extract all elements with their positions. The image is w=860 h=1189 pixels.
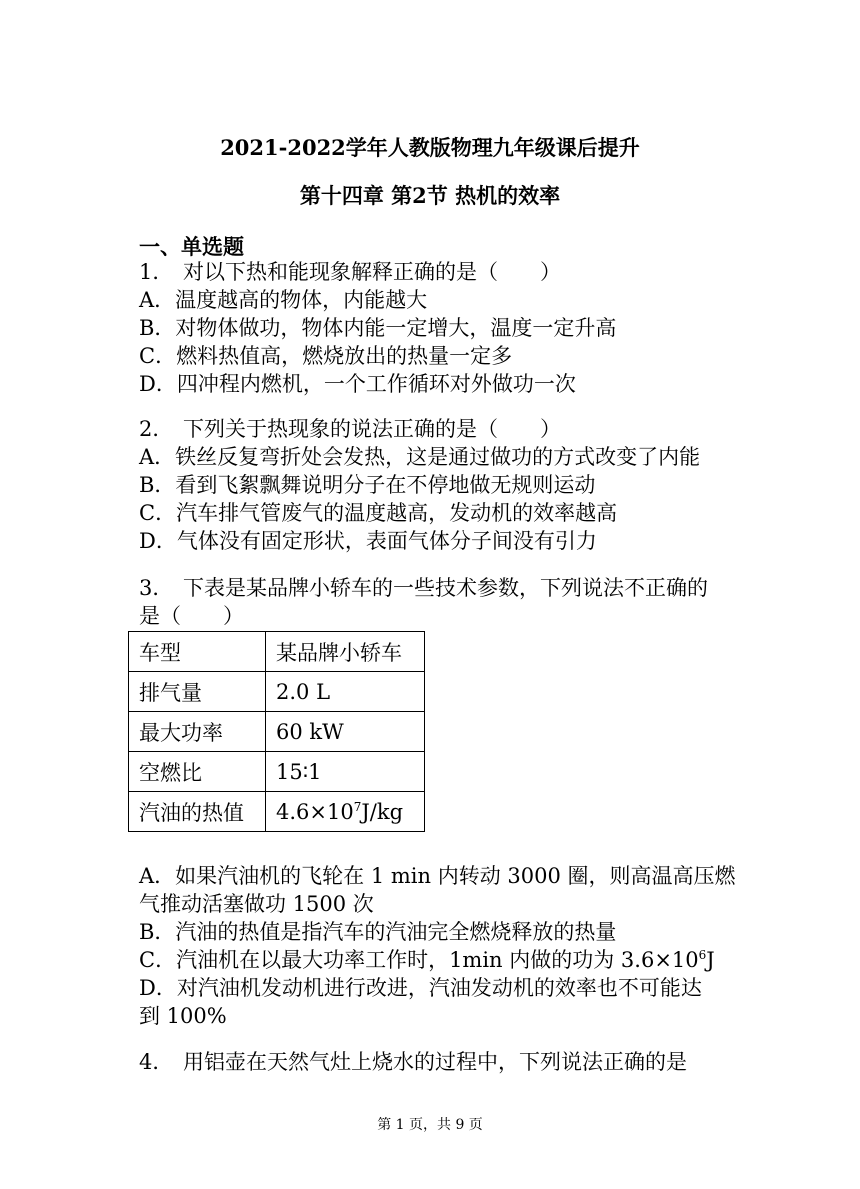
question-2-option-a: A．铁丝反复弯折处会发热，这是通过做功的方式改变了内能 [139,445,701,469]
question-3-stem-continued: 是（ ） [139,604,244,628]
table-row [129,792,425,832]
question-1-option-a: A．温度越高的物体，内能越大 [139,288,428,312]
question-1-stem [139,258,561,286]
question-1-option-b: B．对物体做功，物体内能一定增大，温度一定升高 [139,316,617,340]
page-footer: 第 1 页，共 9 页 [377,1117,483,1133]
table-cell: 排气量 [129,672,266,712]
table-cell: 最大功率 [129,712,266,752]
question-3-option-c [139,946,715,974]
option-text: C．汽油机在以最大功率工作时，1min 内做的功为 3.6×10 [139,948,699,972]
table-row [129,632,425,672]
question-number: 1． [139,260,174,284]
question-number: 2． [139,417,174,441]
table-row [129,752,425,792]
table-cell: 某品牌小轿车 [266,632,425,672]
table-cell: 2.0 L [266,672,425,712]
table-cell: 60 kW [266,712,425,752]
table-cell: 空燃比 [129,752,266,792]
table-row [129,672,425,712]
heat-value-exponent: 7 [353,799,362,814]
question-3-option-d-continued: 到 100% [139,1004,227,1028]
question-number: 3． [139,576,174,600]
question-3-option-b: B．汽油的热值是指汽车的汽油完全燃烧释放的热量 [139,920,617,944]
document-title: 2021-2022学年人教版物理九年级课后提升 [220,135,640,160]
question-text: 用铝壶在天然气灶上烧水的过程中，下列说法正确的是 [183,1050,687,1074]
question-text: 下表是某品牌小轿车的一些技术参数，下列说法不正确的 [183,576,708,600]
question-3-option-a: A．如果汽油机的飞轮在 1 min 内转动 3000 圈，则高温高压燃 [139,864,736,888]
spec-table [128,631,425,832]
table-cell [266,792,425,832]
question-2-option-b: B．看到飞絮飘舞说明分子在不停地做无规则运动 [139,473,596,497]
power-exponent: 6 [698,948,707,962]
question-1-option-c: C．燃料热值高，燃烧放出的热量一定多 [139,344,513,368]
heat-value-unit: J/kg [361,799,404,824]
table-cell: 汽油的热值 [129,792,266,832]
power-unit: J [706,948,715,972]
heat-value-base: 4.6×10 [276,799,354,824]
question-3-stem [139,574,708,602]
question-1-option-d: D．四冲程内燃机，一个工作循环对外做功一次 [139,372,576,396]
document-subtitle: 第十四章 第2节 热机的效率 [299,183,561,208]
question-number: 4． [139,1050,174,1074]
question-3-option-d: D．对汽油机发动机进行改进，汽油发动机的效率也不可能达 [139,976,702,1000]
question-3-option-a-continued: 气推动活塞做功 1500 次 [139,892,374,916]
question-2-stem [139,415,561,443]
question-2-option-d: D．气体没有固定形状，表面气体分子间没有引力 [139,529,597,553]
section-heading: 一、单选题 [139,234,244,259]
table-cell: 15∶1 [266,752,425,792]
table-row [129,712,425,752]
question-text: 下列关于热现象的说法正确的是（ ） [183,417,561,441]
table-cell: 车型 [129,632,266,672]
question-2-option-c: C．汽车排气管废气的温度越高，发动机的效率越高 [139,501,618,525]
question-text: 对以下热和能现象解释正确的是（ ） [183,260,561,284]
question-4-stem [139,1048,687,1076]
